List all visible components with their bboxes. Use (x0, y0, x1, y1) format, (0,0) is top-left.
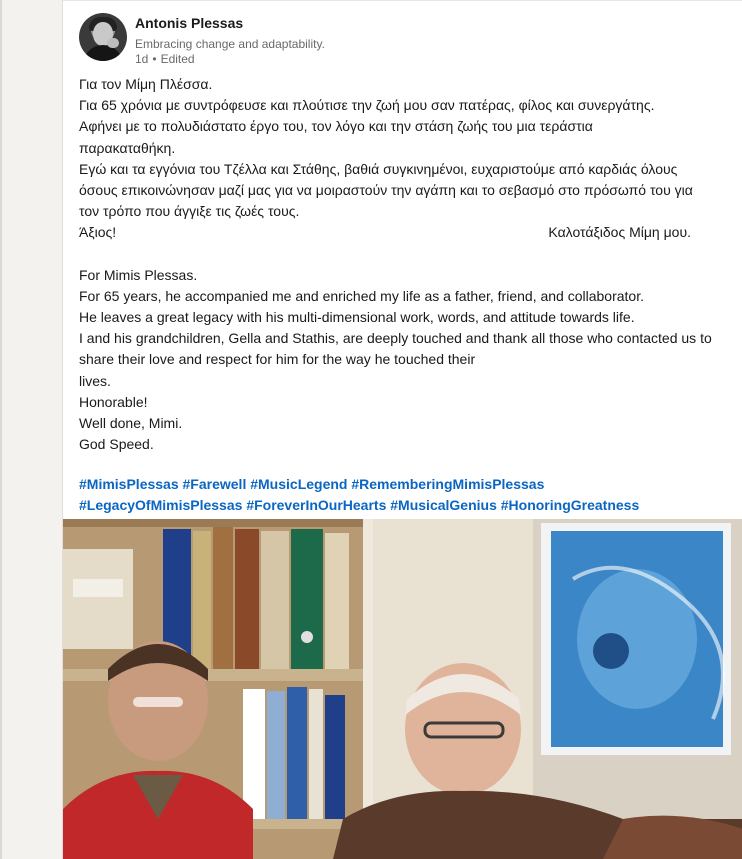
hashtag-link[interactable]: #MimisPlessas (79, 476, 179, 492)
english-line: He leaves a great legacy with his multi-dimensional work, words, and attitude towards life. (79, 309, 635, 326)
page-edge (0, 0, 2, 859)
greek-line: Εγώ και τα εγγόνια του Τζέλλα και Στάθης, βαθιά συγκινημένοι, ευχαριστούμε από καρδιάς όλους (79, 160, 678, 177)
hashtag-link[interactable]: #RememberingMimisPlessas (351, 476, 545, 492)
english-line: God Speed. (79, 436, 154, 453)
greek-line: όσους επικοινώνησαν μαζί μας για να μοιραστούν την αγάπη και το σεβασμό στο πρόσωπό του για (79, 181, 693, 198)
english-text (79, 265, 719, 456)
greek-line: Για τον Μίμη Πλέσσα. (79, 76, 213, 92)
hashtag-link[interactable]: #MusicalGenius (390, 497, 497, 514)
english-line: I and his grandchildren, Gella and Stathis, are deeply touched and thank all those who contacted us to (79, 330, 712, 347)
author-name[interactable]: Antonis Plessas (135, 15, 244, 31)
greek-closing-left: Άξιος! (79, 224, 117, 241)
greek-closing (79, 222, 691, 243)
greek-line: Αφήνει με το πολυδιάστατο έργο του, τον λόγο και την στάση ζωής του μια τεράστια (79, 118, 593, 135)
hashtags-line-2 (79, 495, 719, 516)
hashtags-line-1 (79, 474, 719, 495)
greek-line: τον τρόπο που άγγιξε τις ζωές τους. (79, 203, 300, 220)
hashtag-link[interactable]: #MusicLegend (250, 476, 348, 492)
greek-text (79, 74, 719, 222)
post-header (79, 12, 719, 68)
paragraph-gap (79, 244, 719, 265)
english-line: For 65 years, he accompanied me and enriched my life as a father, friend, and collaborator. (79, 287, 644, 304)
greek-line: παρακαταθήκη. (79, 139, 176, 156)
greek-closing-right: Καλοτάξιδος Μίμη μου. (548, 224, 691, 241)
english-line: lives. (79, 372, 111, 389)
hashtags (79, 474, 719, 516)
author-headline: Embracing change and adaptability. (135, 37, 325, 51)
hashtag-link[interactable]: #LegacyOfMimisPlessas (79, 497, 243, 514)
english-line: Honorable! (79, 393, 148, 410)
post-body (79, 74, 719, 455)
post-card (62, 0, 742, 859)
card-divider (63, 0, 742, 1)
meta-separator: • (152, 52, 157, 66)
post-meta (135, 52, 195, 66)
post-time: 1d (135, 52, 149, 66)
hashtag-link[interactable]: #Farewell (182, 476, 247, 492)
hashtag-link[interactable]: #ForeverInOurHearts (246, 497, 387, 514)
photo-illustration (63, 519, 742, 859)
hashtag-link[interactable]: #HonoringGreatness (500, 497, 640, 514)
greek-line: Για 65 χρόνια με συντρόφευσε και πλούτισε την ζωή μου σαν πατέρας, φίλος και συνεργάτης. (79, 97, 655, 114)
english-line: share their love and respect for him for the way he touched their (79, 351, 476, 368)
english-line: Well done, Mimi. (79, 415, 183, 431)
author-avatar[interactable] (79, 13, 127, 61)
edited-label: Edited (160, 52, 195, 66)
post-photo[interactable] (63, 519, 742, 859)
english-line: For Mimis Plessas. (79, 266, 198, 283)
